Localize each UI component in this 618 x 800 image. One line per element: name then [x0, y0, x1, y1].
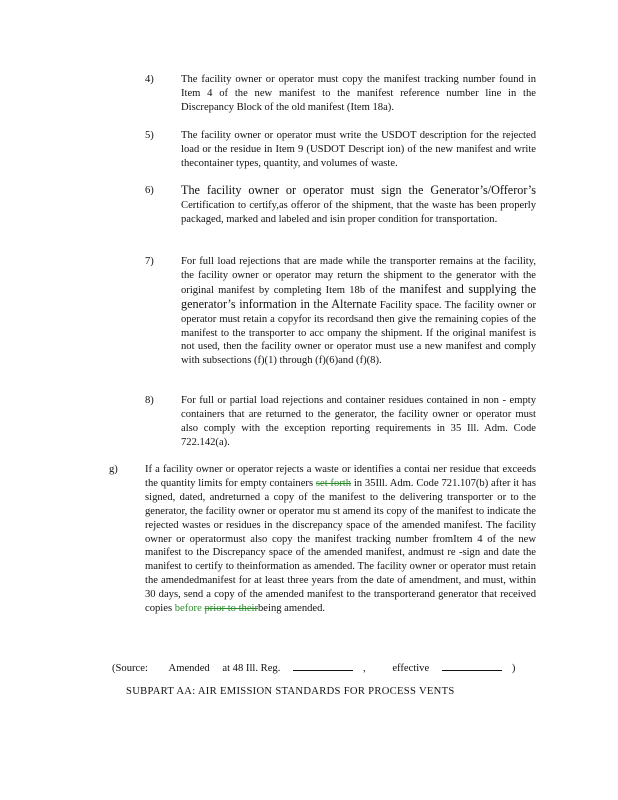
item-number: 7) [145, 256, 154, 267]
item-text-part-a: For full load rejections that are made while the transporter remains at the facility, the facility owner or operator may return the shipment to the generator with the original manifest by completing Item 18b of the [181, 256, 536, 296]
item-text-large: manifest and supplying the generator’s information in the Alternate [181, 281, 537, 311]
item-text: For full or partial load rejections and container residues contained in non - empty containers that are returned to the generator, the facility owner or operator must also comply with the exception reporting requirements in 35 Ill. Adm. Code 722.142(a). [181, 395, 536, 448]
source-close: ) [511, 663, 516, 674]
item-number: 4) [145, 74, 154, 85]
item-number: 5) [145, 130, 154, 141]
source-comma: , [363, 663, 366, 674]
register-blank [293, 659, 353, 671]
section-g-text-b: in 35Ill. Adm. Code 721.107(b) after it has signed, dated, andreturned a copy of the manifest to the delivering transporter or to the generator, the facility owner or operator mu st amend its copy of the manifest to indicate the rejected wastes or residues in the discrepancy space of the amended manifest. The facility owner or operatormust also copy the manifest tracking number fromItem 4 of the new manifest to the Discrepancy space of the amended manifest, andmust re -sign and date the manifest to certify to theinformation as amended. The facility owner or operator must retain the amendedmanifest for at least three years from the date of amendment, and must, within 30 days, send a copy of the amended manifest to the transporterand generator that received copies [145, 477, 537, 615]
section-g-text-a: If a facility owner or operator rejects a waste or identifies a contai ner residue that exceeds the quantity limits for empty containers [145, 464, 536, 489]
effective-blank [442, 659, 502, 671]
item-text [181, 184, 536, 227]
subpart-heading: SUBPART AA: AIR EMISSION STANDARDS FOR PROCESS VENTS [126, 686, 455, 697]
section-g-text [145, 463, 536, 616]
item-number: 8) [145, 395, 154, 406]
item-number: 6) [145, 185, 154, 196]
source-open: (Source: [112, 663, 148, 674]
struck-text: prior to their [204, 603, 258, 615]
source-effective: effective [392, 663, 430, 674]
item-text-large: The facility owner or operator must sign the Generator’s/Offeror’s [181, 183, 536, 197]
item-text [181, 255, 536, 368]
source-amended: Amended [168, 663, 210, 674]
source-note [112, 659, 532, 676]
item-text-part-b: Facility space. The facility owner or operator must retain a copyfor its recordsand then give the remaining copies of the manifest to the transporter to acc ompany the shipment. If the original manifest is not used, then the facility owner or operator must use a new manifest and comply with subsections (f)(1) through (f)(6)and (f)(8). [181, 299, 536, 367]
item-text: The facility owner or operator must write the USDOT description for the rejected load or the residue in Item 9 (USDOT Descript ion) of the new manifest and write thecontainer types, quantity, and volumes of waste. [181, 130, 536, 169]
struck-text: set forth [315, 477, 352, 489]
source-register: at 48 Ill. Reg. [222, 663, 281, 674]
section-letter: g) [109, 464, 118, 475]
item-text: The facility owner or operator must copy the manifest tracking number found in Item 4 of the new manifest to the manifest reference number line in the Discrepancy Block of the old manifest (Item 18a). [181, 74, 536, 113]
inserted-text: before [174, 603, 202, 615]
item-text-rest: Certification to certify,as offeror of the shipment, that the waste has been properly packaged, marked and labeled and isin proper condition for transportation. [181, 199, 536, 225]
section-g-text-c: being amended. [258, 603, 326, 615]
